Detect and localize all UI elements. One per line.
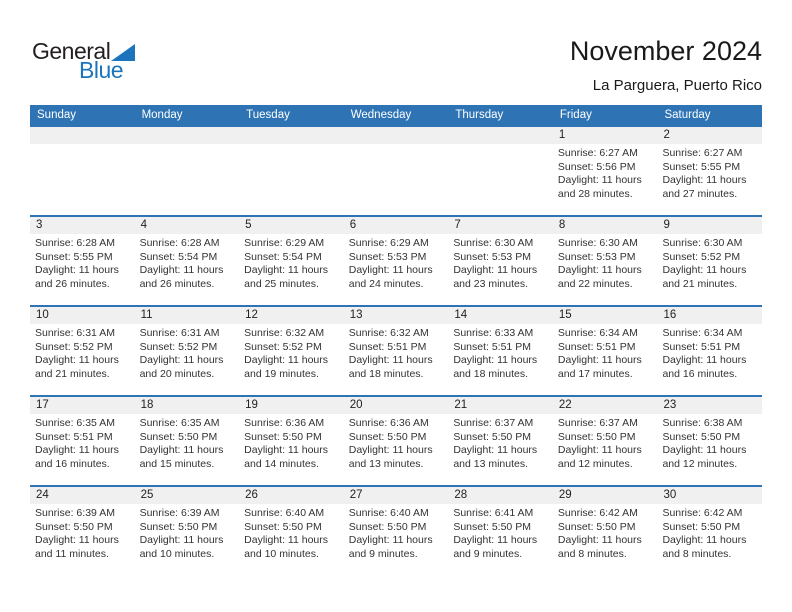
sunset-text: Sunset: 5:52 PM (244, 340, 322, 353)
location-subtitle: La Parguera, Puerto Rico (592, 77, 762, 94)
day-number: 14 (454, 309, 468, 321)
day-details (657, 324, 762, 381)
day-number-band (553, 217, 658, 234)
day-details (448, 414, 553, 471)
week-row (30, 215, 762, 305)
sunrise-text: Sunrise: 6:33 AM (453, 327, 534, 339)
sunset-text: Sunset: 5:53 PM (557, 250, 636, 263)
sunset-text: Sunset: 5:50 PM (662, 430, 741, 443)
day-number-band (239, 397, 344, 414)
day-number: 12 (245, 309, 258, 321)
day-number-band (239, 487, 344, 504)
sunrise-text: Sunrise: 6:40 AM (348, 507, 429, 519)
day-cell (135, 397, 240, 485)
empty-cell (239, 127, 344, 215)
weekday-header-saturday: Saturday (664, 109, 711, 121)
day-number: 23 (663, 399, 677, 411)
sunrise-text: Sunrise: 6:39 AM (35, 507, 115, 519)
day-number: 29 (558, 489, 572, 501)
sunset-text: Sunset: 5:52 PM (662, 250, 741, 263)
day-cell (30, 397, 135, 485)
sunrise-text: Sunrise: 6:28 AM (35, 237, 115, 249)
day-cell (30, 307, 135, 395)
day-number: 18 (140, 399, 154, 411)
day-number-band (448, 307, 553, 324)
general-blue-logo (32, 40, 135, 82)
sunrise-text: Sunrise: 6:36 AM (244, 417, 325, 429)
sunrise-text: Sunrise: 6:29 AM (348, 237, 429, 249)
sunrise-text: Sunrise: 6:32 AM (244, 327, 325, 339)
day-details (30, 144, 135, 147)
sunset-text: Sunset: 5:50 PM (35, 520, 113, 533)
sunset-text: Sunset: 5:50 PM (453, 520, 531, 533)
day-cell (657, 397, 762, 485)
day-cell (30, 487, 135, 575)
sunrise-text: Sunrise: 6:28 AM (139, 237, 220, 249)
day-cell (553, 127, 658, 215)
day-number-band (657, 307, 762, 324)
daylight-text: Daylight: 11 hours and 21 minutes. (662, 264, 747, 290)
day-number-band (657, 127, 762, 144)
logo-text-general: General (32, 38, 111, 64)
day-number: 2 (663, 129, 670, 141)
day-details (657, 414, 762, 471)
daylight-text: Daylight: 11 hours and 22 minutes. (557, 264, 642, 290)
day-details (553, 414, 658, 471)
sunset-text: Sunset: 5:51 PM (348, 340, 427, 353)
sunset-text: Sunset: 5:51 PM (662, 340, 741, 353)
day-details (135, 144, 240, 147)
sunrise-text: Sunrise: 6:27 AM (662, 147, 743, 159)
sunset-text: Sunset: 5:55 PM (35, 250, 113, 263)
sunset-text: Sunset: 5:50 PM (139, 520, 218, 533)
daylight-text: Daylight: 11 hours and 26 minutes. (35, 264, 119, 290)
day-details (239, 324, 344, 381)
sunset-text: Sunset: 5:50 PM (244, 430, 322, 443)
day-number-band (344, 127, 449, 144)
sunrise-text: Sunrise: 6:31 AM (139, 327, 220, 339)
day-number-band (30, 397, 135, 414)
day-number-band (553, 307, 658, 324)
sunset-text: Sunset: 5:54 PM (139, 250, 218, 263)
sunset-text: Sunset: 5:51 PM (557, 340, 636, 353)
day-number: 22 (558, 399, 572, 411)
sunset-text: Sunset: 5:54 PM (244, 250, 322, 263)
daylight-text: Daylight: 11 hours and 18 minutes. (348, 354, 433, 380)
sunset-text: Sunset: 5:50 PM (557, 430, 636, 443)
day-cell (239, 307, 344, 395)
day-details (553, 504, 658, 561)
week-row (30, 125, 762, 215)
day-details (135, 414, 240, 471)
day-cell (657, 217, 762, 305)
header-titles (570, 36, 762, 94)
sunset-text: Sunset: 5:50 PM (348, 520, 427, 533)
day-number: 9 (663, 219, 670, 231)
sunrise-text: Sunrise: 6:36 AM (348, 417, 429, 429)
day-cell (448, 487, 553, 575)
day-details (30, 414, 135, 471)
day-number: 1 (558, 129, 566, 141)
sunrise-text: Sunrise: 6:31 AM (35, 327, 115, 339)
day-details (239, 414, 344, 471)
day-number: 13 (349, 309, 363, 321)
day-details (448, 324, 553, 381)
day-cell (135, 307, 240, 395)
day-number: 4 (140, 219, 147, 231)
day-cell (448, 307, 553, 395)
day-number: 7 (454, 219, 461, 231)
weekday-header-thursday: Thursday (455, 109, 504, 121)
day-cell (448, 217, 553, 305)
day-number-band (135, 127, 240, 144)
day-cell (553, 487, 658, 575)
sunrise-text: Sunrise: 6:37 AM (453, 417, 534, 429)
day-details (448, 234, 553, 291)
day-number: 30 (663, 489, 677, 501)
sunset-text: Sunset: 5:50 PM (662, 520, 741, 533)
daylight-text: Daylight: 11 hours and 14 minutes. (244, 444, 329, 470)
day-number: 10 (36, 309, 49, 321)
day-number-band (30, 487, 135, 504)
sunset-text: Sunset: 5:51 PM (35, 430, 113, 443)
weekday-header-wednesday: Wednesday (350, 109, 412, 121)
daylight-text: Daylight: 11 hours and 28 minutes. (557, 174, 642, 200)
empty-cell (30, 127, 135, 215)
day-number: 28 (454, 489, 468, 501)
day-details (239, 504, 344, 561)
sunrise-text: Sunrise: 6:39 AM (139, 507, 220, 519)
day-number: 24 (36, 489, 49, 501)
daylight-text: Daylight: 11 hours and 26 minutes. (139, 264, 224, 290)
day-details (553, 324, 658, 381)
day-number-band (30, 217, 135, 234)
day-number: 20 (349, 399, 363, 411)
day-number-band (553, 487, 658, 504)
sunrise-text: Sunrise: 6:41 AM (453, 507, 534, 519)
day-number-band (135, 487, 240, 504)
day-number: 27 (349, 489, 363, 501)
logo-text-blue: Blue (79, 57, 124, 83)
empty-cell (135, 127, 240, 215)
daylight-text: Daylight: 11 hours and 21 minutes. (35, 354, 119, 380)
day-number-band (239, 217, 344, 234)
day-number: 8 (558, 219, 566, 231)
daylight-text: Daylight: 11 hours and 17 minutes. (557, 354, 642, 380)
week-row (30, 485, 762, 575)
day-number: 11 (140, 309, 153, 321)
daylight-text: Daylight: 11 hours and 9 minutes. (348, 534, 433, 560)
sunrise-text: Sunrise: 6:38 AM (662, 417, 743, 429)
daylight-text: Daylight: 11 hours and 24 minutes. (348, 264, 433, 290)
sunrise-text: Sunrise: 6:40 AM (244, 507, 325, 519)
week-row (30, 305, 762, 395)
day-number-band (344, 217, 449, 234)
day-details (657, 234, 762, 291)
daylight-text: Daylight: 11 hours and 11 minutes. (35, 534, 119, 560)
sunrise-text: Sunrise: 6:42 AM (662, 507, 743, 519)
day-number-band (657, 217, 762, 234)
day-number: 26 (245, 489, 258, 501)
day-number-band (239, 127, 344, 144)
day-cell (448, 397, 553, 485)
day-cell (657, 487, 762, 575)
sunrise-text: Sunrise: 6:30 AM (557, 237, 638, 249)
day-details (657, 144, 762, 201)
sunset-text: Sunset: 5:52 PM (139, 340, 218, 353)
day-cell (30, 217, 135, 305)
day-number-band (448, 217, 553, 234)
sunrise-text: Sunrise: 6:35 AM (139, 417, 220, 429)
sunrise-text: Sunrise: 6:42 AM (557, 507, 638, 519)
day-number: 3 (36, 219, 43, 231)
day-details (344, 144, 449, 147)
day-number-band (553, 397, 658, 414)
day-number: 6 (349, 219, 357, 231)
sunset-text: Sunset: 5:52 PM (35, 340, 113, 353)
daylight-text: Daylight: 11 hours and 16 minutes. (35, 444, 119, 470)
day-details (344, 324, 449, 381)
daylight-text: Daylight: 11 hours and 25 minutes. (244, 264, 329, 290)
day-number-band (344, 397, 449, 414)
day-number-band (344, 487, 449, 504)
sunset-text: Sunset: 5:51 PM (453, 340, 531, 353)
daylight-text: Daylight: 11 hours and 9 minutes. (453, 534, 538, 560)
sunrise-text: Sunrise: 6:29 AM (244, 237, 325, 249)
day-number-band (448, 487, 553, 504)
sunrise-text: Sunrise: 6:35 AM (35, 417, 115, 429)
sunset-text: Sunset: 5:53 PM (348, 250, 427, 263)
day-details (657, 504, 762, 561)
calendar-grid (30, 125, 762, 575)
day-number-band (30, 127, 135, 144)
sunrise-text: Sunrise: 6:34 AM (557, 327, 638, 339)
day-cell (239, 487, 344, 575)
day-details (344, 234, 449, 291)
day-cell (657, 127, 762, 215)
weekday-header-monday: Monday (141, 109, 183, 121)
day-cell (344, 217, 449, 305)
day-details (344, 504, 449, 561)
day-number-band (135, 307, 240, 324)
daylight-text: Daylight: 11 hours and 8 minutes. (557, 534, 642, 560)
day-details (30, 234, 135, 291)
empty-cell (448, 127, 553, 215)
sunset-text: Sunset: 5:50 PM (139, 430, 218, 443)
daylight-text: Daylight: 11 hours and 18 minutes. (453, 354, 538, 380)
day-number-band (344, 307, 449, 324)
weekday-header-friday: Friday (559, 109, 592, 121)
sunset-text: Sunset: 5:50 PM (348, 430, 427, 443)
sunrise-text: Sunrise: 6:27 AM (557, 147, 638, 159)
day-cell (239, 397, 344, 485)
daylight-text: Daylight: 11 hours and 13 minutes. (348, 444, 433, 470)
sunset-text: Sunset: 5:50 PM (453, 430, 531, 443)
empty-cell (344, 127, 449, 215)
sunrise-text: Sunrise: 6:30 AM (662, 237, 743, 249)
daylight-text: Daylight: 11 hours and 10 minutes. (139, 534, 224, 560)
day-number-band (135, 397, 240, 414)
calendar-table (30, 105, 762, 575)
sunset-text: Sunset: 5:50 PM (244, 520, 322, 533)
day-cell (135, 487, 240, 575)
sunrise-text: Sunrise: 6:30 AM (453, 237, 534, 249)
day-cell (657, 307, 762, 395)
day-number-band (30, 307, 135, 324)
day-details (239, 234, 344, 291)
sunset-text: Sunset: 5:56 PM (557, 160, 636, 173)
day-details (30, 504, 135, 561)
daylight-text: Daylight: 11 hours and 20 minutes. (139, 354, 224, 380)
daylight-text: Daylight: 11 hours and 8 minutes. (662, 534, 747, 560)
daylight-text: Daylight: 11 hours and 16 minutes. (662, 354, 747, 380)
day-number-band (448, 397, 553, 414)
sunset-text: Sunset: 5:53 PM (453, 250, 531, 263)
day-number-band (239, 307, 344, 324)
day-details (135, 504, 240, 561)
day-details (448, 144, 553, 147)
day-number: 21 (454, 399, 468, 411)
weekday-header-row (30, 105, 762, 125)
day-details (135, 324, 240, 381)
day-details (553, 234, 658, 291)
day-number: 17 (36, 399, 49, 411)
day-details (553, 144, 658, 201)
daylight-text: Daylight: 11 hours and 13 minutes. (453, 444, 538, 470)
day-cell (344, 487, 449, 575)
day-details (239, 144, 344, 147)
daylight-text: Daylight: 11 hours and 19 minutes. (244, 354, 329, 380)
day-number: 5 (245, 219, 252, 231)
day-details (135, 234, 240, 291)
day-number-band (657, 397, 762, 414)
day-details (30, 324, 135, 381)
day-number: 19 (245, 399, 258, 411)
sunset-text: Sunset: 5:50 PM (557, 520, 636, 533)
daylight-text: Daylight: 11 hours and 27 minutes. (662, 174, 747, 200)
day-number-band (657, 487, 762, 504)
day-cell (553, 397, 658, 485)
sunrise-text: Sunrise: 6:34 AM (662, 327, 743, 339)
daylight-text: Daylight: 11 hours and 10 minutes. (244, 534, 329, 560)
day-number-band (553, 127, 658, 144)
daylight-text: Daylight: 11 hours and 23 minutes. (453, 264, 538, 290)
day-number-band (135, 217, 240, 234)
day-details (344, 414, 449, 471)
daylight-text: Daylight: 11 hours and 12 minutes. (557, 444, 642, 470)
day-number-band (448, 127, 553, 144)
sunrise-text: Sunrise: 6:37 AM (557, 417, 638, 429)
day-cell (344, 307, 449, 395)
day-cell (553, 217, 658, 305)
day-details (448, 504, 553, 561)
day-cell (239, 217, 344, 305)
weekday-header-sunday: Sunday (37, 109, 77, 121)
daylight-text: Daylight: 11 hours and 15 minutes. (139, 444, 224, 470)
day-cell (344, 397, 449, 485)
day-cell (553, 307, 658, 395)
day-number: 15 (558, 309, 572, 321)
day-number: 25 (140, 489, 154, 501)
month-title: November 2024 (569, 36, 762, 66)
sunrise-text: Sunrise: 6:32 AM (348, 327, 429, 339)
sunset-text: Sunset: 5:55 PM (662, 160, 741, 173)
day-cell (135, 217, 240, 305)
day-number: 16 (663, 309, 677, 321)
weekday-header-tuesday: Tuesday (246, 109, 290, 121)
daylight-text: Daylight: 11 hours and 12 minutes. (662, 444, 747, 470)
week-row (30, 395, 762, 485)
